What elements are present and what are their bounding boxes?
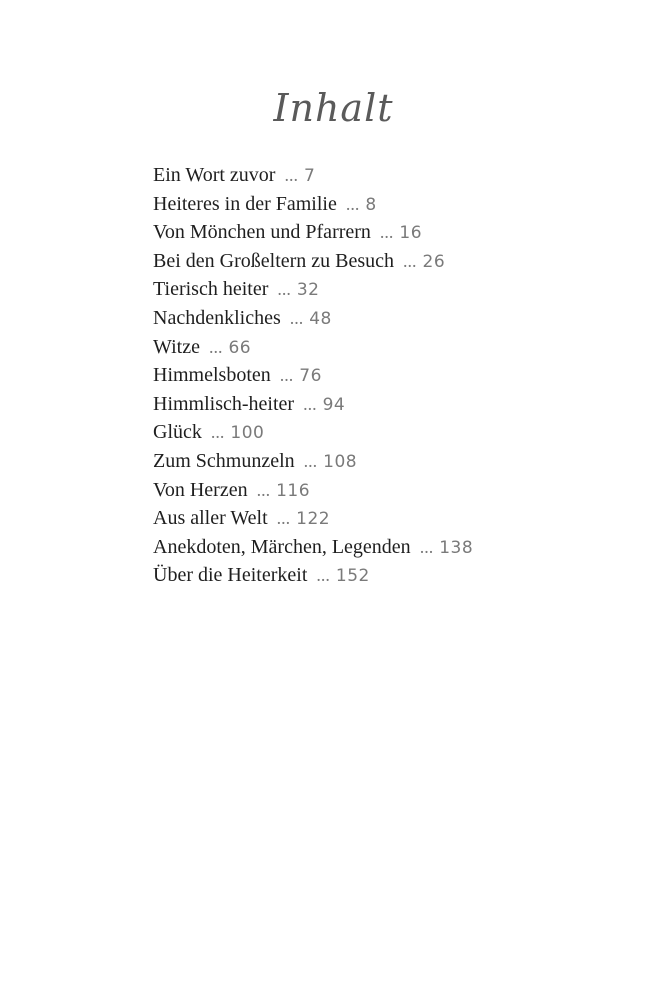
toc-entry-page: 48 [309, 308, 332, 329]
toc-entry-title: Bei den Großeltern zu Besuch [153, 249, 395, 272]
toc-entry-separator: ... [403, 250, 417, 271]
toc-entry-page: 7 [303, 166, 316, 186]
toc-entry-title: Tierisch heiter [153, 278, 269, 301]
toc-entry-separator: ... [289, 307, 304, 328]
toc-entry-page: 94 [322, 394, 346, 415]
toc-entry-title: Ein Wort zuvor [153, 164, 276, 186]
toc-entry-separator: ... [277, 279, 291, 300]
toc-entry [153, 247, 473, 276]
toc-entry-separator: ... [303, 450, 318, 471]
toc-entry-title: Zum Schmunzeln [153, 449, 295, 472]
toc-entry-separator: ... [284, 165, 298, 185]
toc-entry-page: 152 [335, 566, 370, 587]
toc-entry-page: 16 [399, 223, 423, 244]
toc-entry-separator: ... [419, 536, 434, 557]
toc-entry [153, 275, 473, 304]
toc-entry-title: Über die Heiterkeit [153, 564, 308, 587]
toc-entry-title: Heiteres in der Familie [153, 192, 337, 215]
toc-entry-title: Nachdenkliches [153, 306, 281, 329]
toc-entry-separator: ... [379, 222, 394, 243]
toc-entry-title: Glück [153, 421, 202, 444]
toc-entry [153, 218, 473, 247]
page-title: Inhalt [273, 86, 394, 130]
toc-entry-page: 108 [323, 451, 358, 472]
toc-entry-page: 8 [365, 194, 377, 215]
toc-entry-title: Von Herzen [153, 478, 248, 501]
toc-entry [153, 418, 473, 447]
toc-entry-title: Witze [153, 335, 200, 358]
toc-entry [153, 333, 473, 362]
toc-entry-separator: ... [256, 479, 271, 500]
toc-entry-separator: ... [279, 365, 294, 386]
toc-entry [153, 390, 473, 419]
toc-entry-separator: ... [316, 565, 330, 586]
toc-entry [153, 190, 473, 219]
toc-entry-title: Himmelsboten [153, 364, 271, 387]
toc-entry-page: 76 [299, 366, 322, 387]
toc-entry-separator: ... [210, 422, 225, 443]
toc-entry-separator: ... [345, 193, 360, 214]
toc-entry [153, 361, 473, 390]
toc-entry-page: 100 [230, 423, 265, 444]
toc-entry-page: 32 [296, 280, 320, 301]
toc-entry [153, 304, 473, 333]
toc-entry [153, 533, 473, 562]
toc-entry-title: Aus aller Welt [153, 507, 268, 530]
toc-entry [153, 447, 473, 476]
toc-entry [153, 476, 473, 505]
toc-entry-title: Von Mönchen und Pfarrern [153, 221, 371, 244]
toc-entry-separator: ... [276, 508, 291, 529]
toc-entry [153, 504, 473, 533]
toc-entry-separator: ... [303, 393, 317, 414]
toc-entry-page: 122 [296, 509, 331, 530]
toc-entry [153, 561, 473, 590]
toc-entry-title: Himmlisch-heiter [153, 392, 295, 415]
toc-entry-page: 26 [422, 251, 446, 272]
toc-entry-separator: ... [208, 336, 223, 357]
table-of-contents [153, 161, 473, 590]
toc-entry-page: 66 [228, 337, 252, 358]
toc-entry-title: Anekdoten, Märchen, Legenden [153, 535, 411, 558]
toc-entry-page: 116 [276, 480, 311, 501]
toc-entry [153, 161, 473, 190]
toc-entry-page: 138 [439, 537, 474, 558]
